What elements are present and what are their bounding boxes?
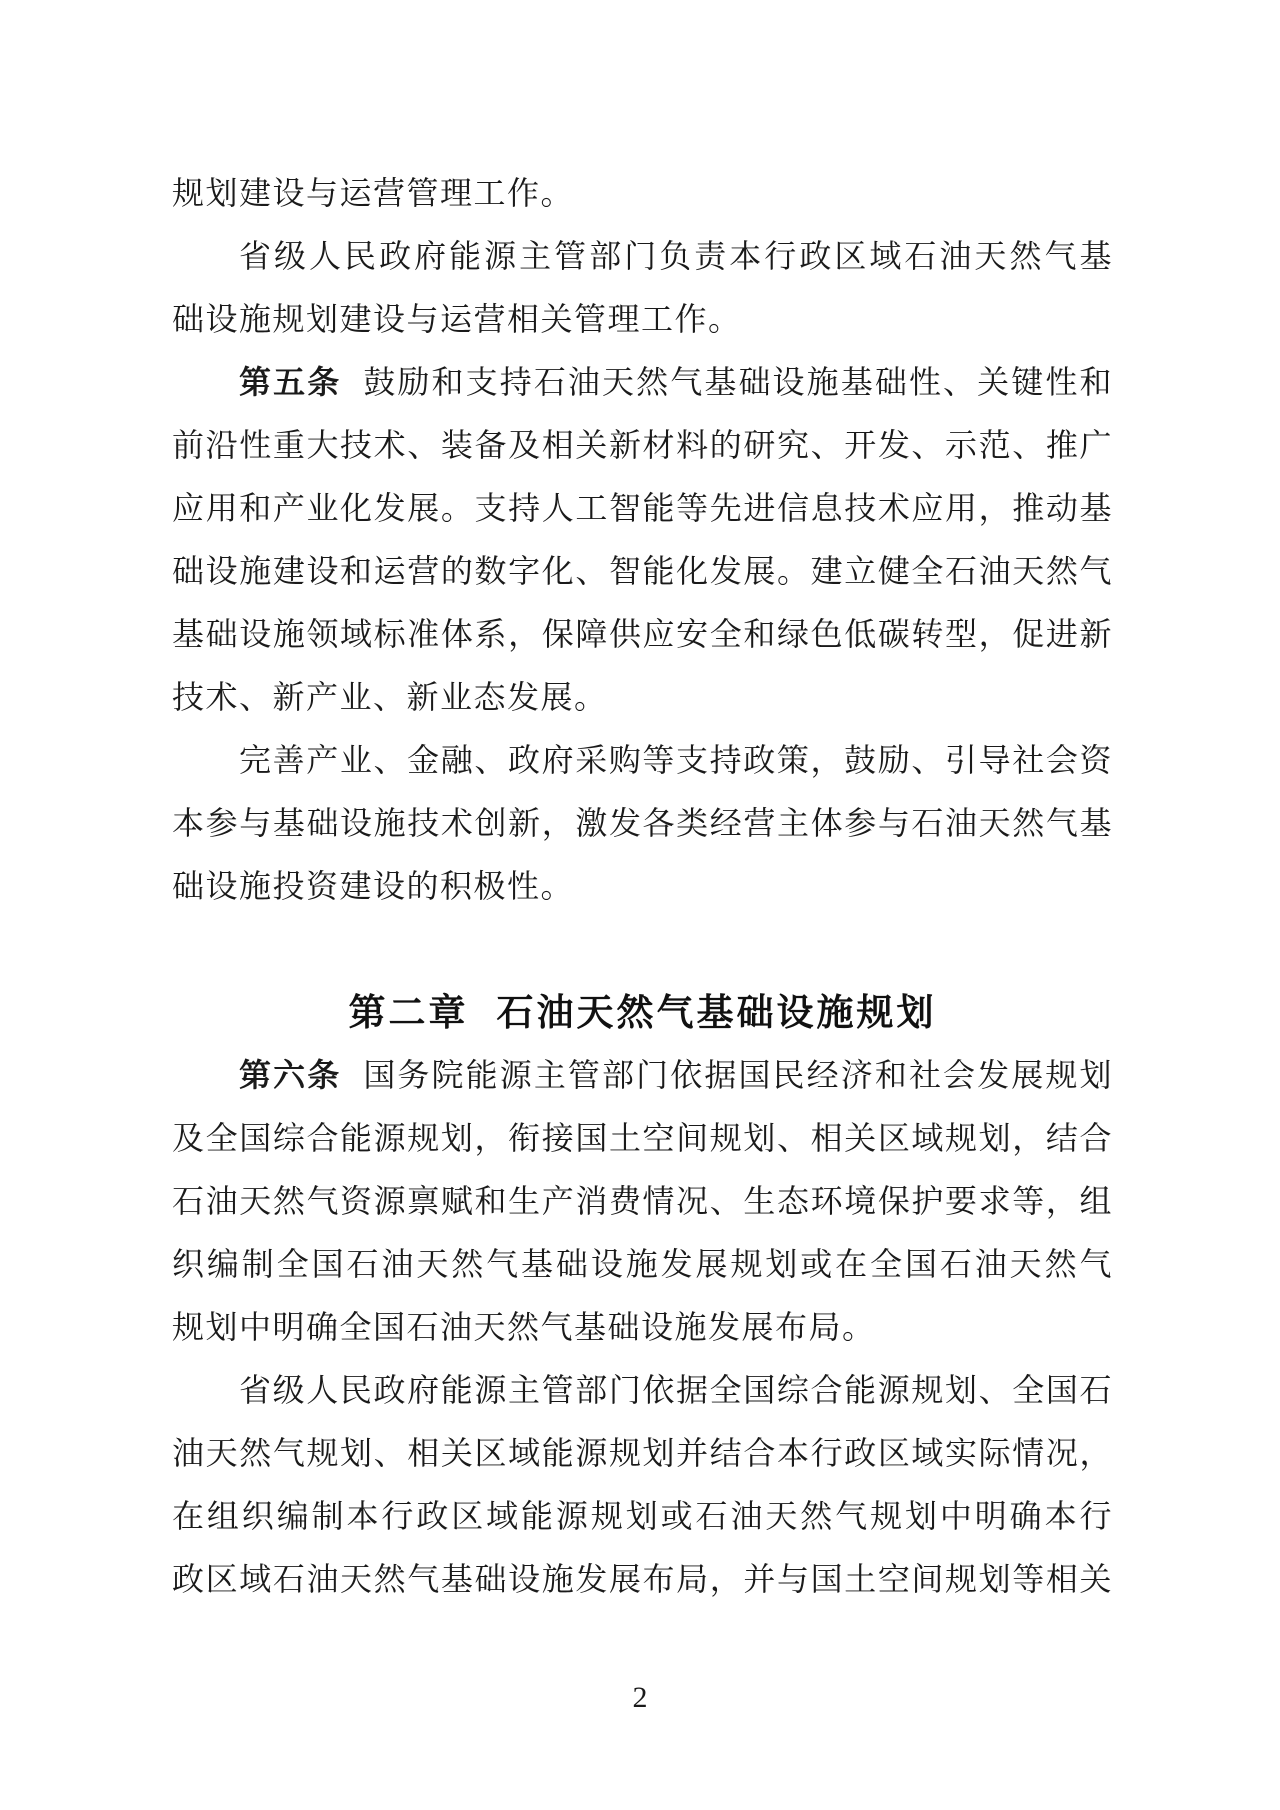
body-line-text: 鼓励和支持石油天然气基础设施基础性、关键性和	[363, 364, 1113, 400]
body-line: 政区域石油天然气基础设施发展布局，并与国土空间规划等相关	[172, 1561, 1113, 1597]
article-number-label: 第五条	[239, 364, 342, 400]
body-line: 前沿性重大技术、装备及相关新材料的研究、开发、示范、推广	[172, 427, 1113, 463]
body-line: 织编制全国石油天然气基础设施发展规划或在全国石油天然气	[172, 1246, 1113, 1282]
body-line: 油天然气规划、相关区域能源规划并结合本行政区域实际情况，	[172, 1435, 1113, 1471]
chapter-title: 石油天然气基础设施规划	[496, 992, 937, 1033]
body-line-text: 国务院能源主管部门依据国民经济和社会发展规划	[363, 1057, 1113, 1093]
body-line: 规划中明确全国石油天然气基础设施发展布局。	[172, 1309, 876, 1345]
body-line: 及全国综合能源规划，衔接国土空间规划、相关区域规划，结合	[172, 1120, 1113, 1156]
body-line: 规划建设与运营管理工作。	[172, 175, 575, 211]
body-line: 础设施建设和运营的数字化、智能化发展。建立健全石油天然气	[172, 553, 1113, 589]
body-line: 省级人民政府能源主管部门负责本行政区域石油天然气基	[239, 238, 1113, 274]
body-line: 在组织编制本行政区域能源规划或石油天然气规划中明确本行	[172, 1498, 1113, 1534]
body-line	[172, 1044, 1113, 1107]
page-number: 2	[632, 1681, 648, 1714]
body-line: 基础设施领域标准体系，保障供应安全和绿色低碳转型，促进新	[172, 616, 1113, 652]
body-line: 完善产业、金融、政府采购等支持政策，鼓励、引导社会资	[239, 742, 1113, 778]
body-line: 应用和产业化发展。支持人工智能等先进信息技术应用，推动基	[172, 490, 1113, 526]
chapter-heading	[172, 981, 1113, 1044]
article-number-label: 第六条	[239, 1057, 342, 1093]
body-line: 石油天然气资源禀赋和生产消费情况、生态环境保护要求等，组	[172, 1183, 1113, 1219]
body-line: 础设施规划建设与运营相关管理工作。	[172, 301, 742, 337]
body-line	[172, 351, 1113, 414]
chapter-number: 第二章	[348, 992, 469, 1033]
body-line: 础设施投资建设的积极性。	[172, 868, 575, 904]
document-body	[172, 162, 1113, 1611]
body-line: 本参与基础设施技术创新，激发各类经营主体参与石油天然气基	[172, 805, 1113, 841]
body-line: 省级人民政府能源主管部门依据全国综合能源规划、全国石	[239, 1372, 1113, 1408]
body-line: 技术、新产业、新业态发展。	[172, 679, 608, 715]
